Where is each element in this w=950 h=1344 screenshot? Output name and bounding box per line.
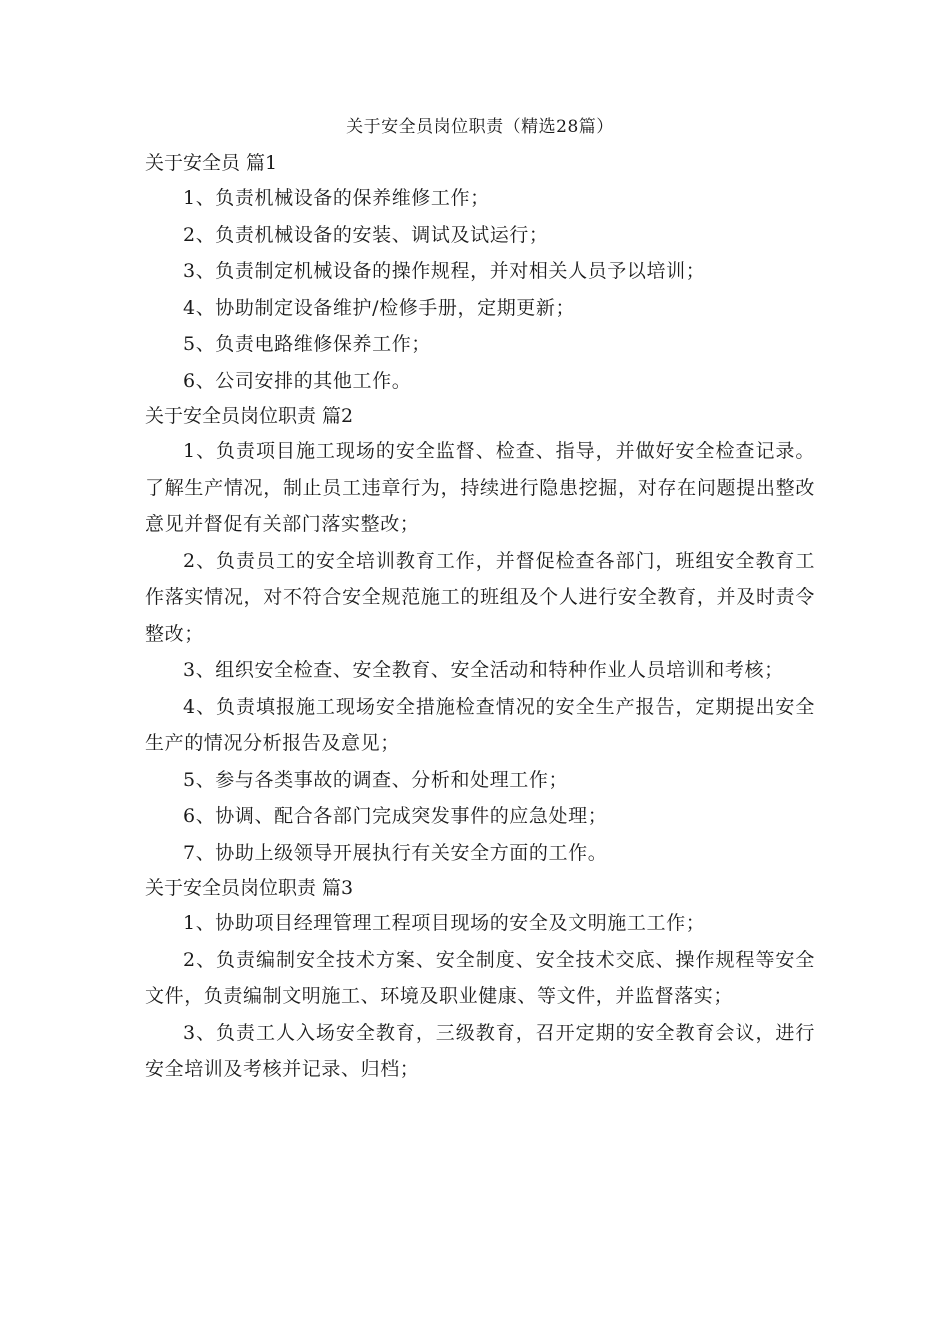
list-item: 2、负责员工的安全培训教育工作，并督促检查各部门，班组安全教育工作落实情况，对不符合安全规范施工的班组及个人进行安全教育，并及时责令整改； [145, 549, 815, 645]
section-heading: 关于安全员岗位职责 篇2 [145, 405, 354, 427]
list-item: 1、负责项目施工现场的安全监督、检查、指导，并做好安全检查记录。了解生产情况，制止员工违章行为，持续进行隐患挖掘，对存在问题提出整改意见并督促有关部门落实整改； [145, 440, 815, 535]
list-item: 5、负责电路维修保养工作； [183, 333, 431, 355]
document-title: 关于安全员岗位职责（精选28篇） [346, 117, 614, 137]
section-heading: 关于安全员岗位职责 篇3 [145, 877, 354, 899]
list-item: 3、负责工人入场安全教育，三级教育，召开定期的安全教育会议，进行安全培训及考核并记录、归档； [145, 1021, 815, 1080]
list-item: 7、协助上级领导开展执行有关安全方面的工作。 [183, 841, 608, 864]
list-item: 3、组织安全检查、安全教育、安全活动和特种作业人员培训和考核； [183, 659, 784, 681]
list-item: 2、负责机械设备的安装、调试及试运行； [183, 223, 549, 246]
list-item: 4、协助制定设备维护/检修手册，定期更新； [183, 296, 576, 319]
document-page [145, 112, 815, 1088]
section-3 [145, 871, 815, 1088]
list-item: 1、负责机械设备的保养维修工作； [183, 187, 490, 209]
section-heading: 关于安全员 篇1 [145, 152, 278, 174]
list-item: 5、参与各类事故的调查、分析和处理工作； [183, 768, 569, 791]
list-item: 2、负责编制安全技术方案、安全制度、安全技术交底、操作规程等安全文件，负责编制文明施工、环境及职业健康、等文件，并监督落实； [145, 948, 815, 1007]
list-item: 3、负责制定机械设备的操作规程，并对相关人员予以培训； [183, 260, 706, 282]
list-item: 6、协调、配合各部门完成突发事件的应急处理； [183, 805, 608, 827]
section-2 [145, 399, 815, 871]
list-item: 1、协助项目经理管理工程项目现场的安全及文明施工工作； [183, 912, 706, 934]
section-1 [145, 146, 815, 399]
list-item: 4、负责填报施工现场安全措施检查情况的安全生产报告，定期提出安全生产的情况分析报告及意见； [145, 695, 815, 754]
list-item: 6、公司安排的其他工作。 [183, 369, 412, 392]
